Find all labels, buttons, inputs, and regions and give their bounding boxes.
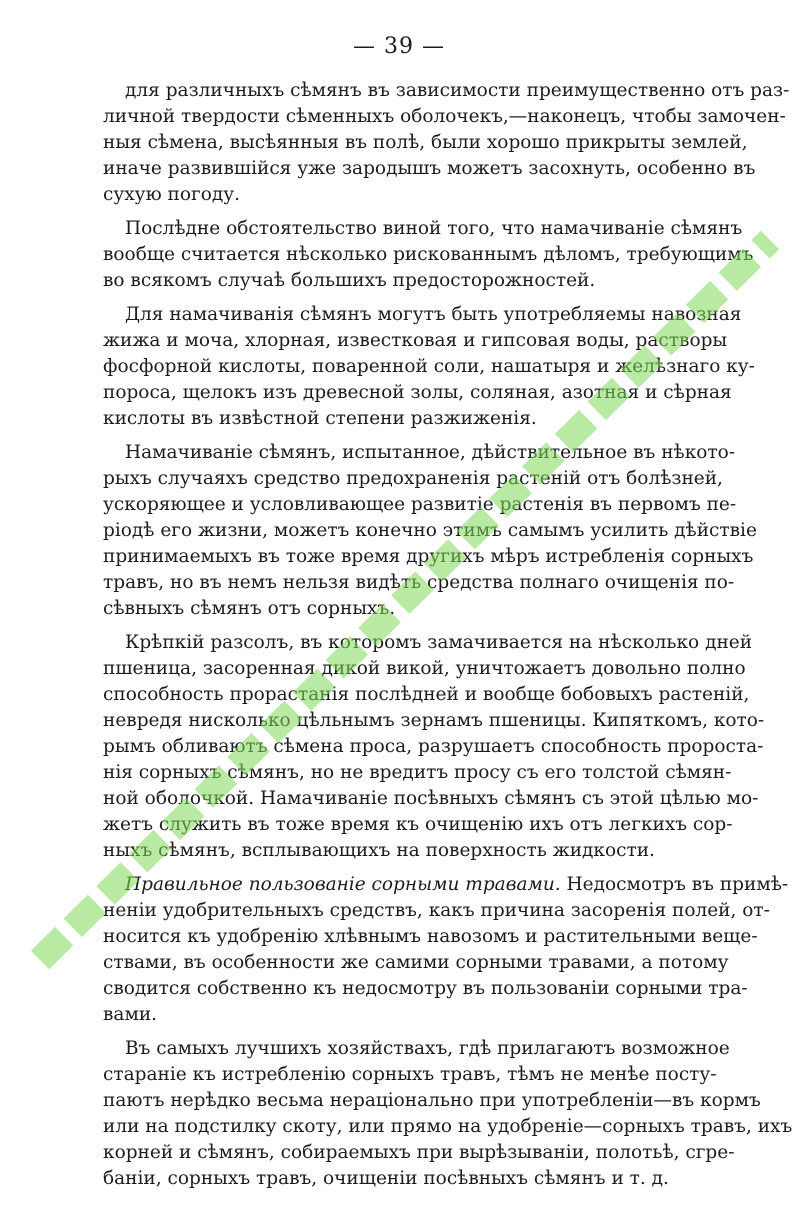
- italic-heading: Правильное пользованіе сорными травами.: [125, 874, 561, 895]
- paragraph: [103, 1036, 793, 1192]
- paragraph: [103, 302, 755, 432]
- text-line: Въ самыхъ лучшихъ хозяйствахъ, гдѣ прилагаютъ возможное: [125, 1038, 730, 1059]
- text-line: принимаемыхъ въ тоже время другихъ мѣръ истребленія сорныхъ: [103, 546, 754, 567]
- text-line: сѣвныхъ сѣмянъ отъ сорныхъ.: [103, 598, 396, 619]
- text-line: корней и сѣмянъ, собираемыхъ при вырѣзываніи, полотьѣ, сгре-: [103, 1142, 735, 1163]
- text-line: носится къ удобренію хлѣвнымъ навозомъ и растительными веще-: [103, 926, 758, 947]
- text-line: ріодѣ его жизни, можетъ конечно этимъ самымъ усилить дѣйствіе: [103, 520, 757, 541]
- text-line: или на подстилку скоту, или прямо на удобреніе—сорныхъ травъ, ихъ: [103, 1116, 793, 1137]
- text-line: ныя сѣмена, высѣянныя въ полѣ, были хорошо прикрыты землей,: [103, 132, 748, 153]
- text-line: иначе развившійся уже зародышъ можетъ засохнуть, особенно въ: [103, 158, 756, 179]
- page-number: — 39 —: [353, 34, 445, 59]
- text-line: способность прорастанія послѣдней и вообще бобовыхъ растеній,: [103, 684, 750, 705]
- text-line: Послѣдне обстоятельство виной того, что намачиваніе сѣмянъ: [125, 218, 743, 239]
- paragraph: [103, 440, 757, 622]
- paragraph: [103, 78, 790, 208]
- text-line: ускоряющее и условливающее развитіе растенія въ первомъ пе-: [103, 494, 737, 515]
- text-line: травъ, но въ немъ нельзя видѣть средства полнаго очищенія по-: [103, 572, 735, 593]
- text-line: ной оболочкой. Намачиваніе посѣвныхъ сѣмянъ съ этой цѣлью мо-: [103, 788, 759, 809]
- text-line: рымъ обливаютъ сѣмена проса, разрушаетъ способность пророста-: [103, 736, 764, 757]
- body-text: [103, 78, 793, 1200]
- text-line: ствами, въ особенности же самими сорными травами, а потому: [103, 952, 729, 973]
- text-line: Крѣпкій разсолъ, въ которомъ замачивается на нѣсколько дней: [125, 632, 753, 653]
- text-line: вами.: [103, 1004, 158, 1025]
- text-line: жетъ служить въ тоже время къ очищенію ихъ отъ легкихъ сор-: [103, 814, 733, 835]
- text-line: во всякомъ случаѣ большихъ предосторожностей.: [103, 270, 596, 291]
- text-line: баніи, сорныхъ травъ, очищеніи посѣвныхъ сѣмянъ и т. д.: [103, 1168, 669, 1189]
- text-line: сводится собственно къ недосмотру въ пользованіи сорными тра-: [103, 978, 748, 999]
- text-line: Для намачиванія сѣмянъ могутъ быть употребляемы навозная: [125, 304, 742, 325]
- paragraph: [103, 630, 765, 864]
- paragraph: [103, 216, 754, 294]
- text-line: стараніе къ истребленію сорныхъ травъ, тѣмъ не менѣе посту-: [103, 1064, 717, 1085]
- text-line: неніи удобрительныхъ средствъ, какъ причина засоренія полей, от-: [103, 900, 770, 921]
- text-line: пороса, щелокъ изъ древесной золы, соляная, азотная и сѣрная: [103, 382, 732, 403]
- line-text: Недосмотръ въ примѣ-: [566, 874, 789, 895]
- text-line: сухую погоду.: [103, 184, 241, 205]
- text-line: вообще считается нѣсколько рискованнымъ дѣломъ, требующимъ: [103, 244, 754, 265]
- text-line: фосфорной кислоты, поваренной соли, нашатыря и желѣзнаго ку-: [103, 356, 755, 377]
- text-line: личной твердости сѣменныхъ оболочекъ,—наконецъ, чтобы замочен-: [103, 106, 786, 127]
- paragraph: [103, 872, 789, 1028]
- text-line: паютъ нерѣдко весьма нераціонально при употребленіи—въ кормъ: [103, 1090, 761, 1111]
- text-line: [103, 872, 789, 898]
- text-line: рыхъ случаяхъ средство предохраненія растеній отъ болѣзней,: [103, 468, 723, 489]
- text-line: Намачиваніе сѣмянъ, испытанное, дѣйствительное въ нѣкото-: [125, 442, 736, 463]
- text-line: ныхъ сѣмянъ, всплывающихъ на поверхность жидкости.: [103, 840, 655, 861]
- text-line: кислоты въ извѣстной степени разжиженія.: [103, 408, 537, 429]
- text-line: невредя нисколько цѣльнымъ зернамъ пшеницы. Кипяткомъ, кото-: [103, 710, 765, 731]
- text-line: нія сорныхъ сѣмянъ, но не вредитъ просу съ его толстой сѣмян-: [103, 762, 732, 783]
- text-line: жижа и моча, хлорная, известковая и гипсовая воды, растворы: [103, 330, 728, 351]
- text-line: пшеница, засоренная дикой викой, уничтожаетъ довольно полно: [103, 658, 746, 679]
- text-line: для различныхъ сѣмянъ въ зависимости преимущественно отъ раз-: [125, 80, 790, 101]
